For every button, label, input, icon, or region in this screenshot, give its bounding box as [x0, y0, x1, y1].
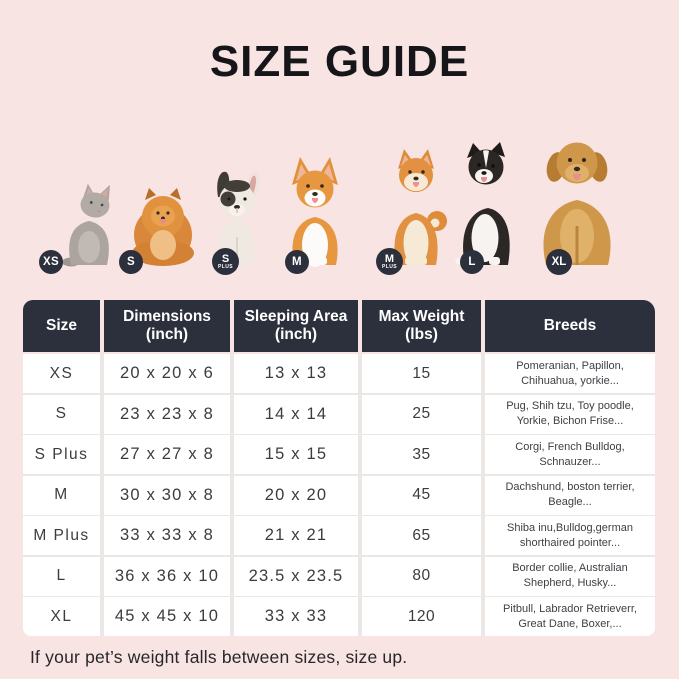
dimensions-cell: 20 x 20 x 6 [104, 354, 230, 393]
size-badge-m: M [285, 250, 309, 274]
dimensions-cell: 45 x 45 x 10 [104, 597, 230, 636]
size-guide-table [23, 300, 655, 636]
size-cell: L [23, 557, 100, 596]
sleeping-area-cell: 13 x 13 [234, 354, 358, 393]
size-cell: S [23, 395, 100, 434]
page-title: SIZE GUIDE [209, 37, 470, 86]
sleeping-area-cell: 21 x 21 [234, 516, 358, 555]
max-weight-cell: 120 [362, 597, 481, 636]
cat-image [62, 179, 116, 267]
size-cell: XS [23, 354, 100, 393]
dimensions-cell: 30 x 30 x 8 [104, 476, 230, 515]
breeds-cell: Border collie, Australian Shepherd, Husky... [485, 557, 655, 596]
table-body [23, 354, 655, 636]
size-badge-l: L [460, 250, 484, 274]
size-cell: M [23, 476, 100, 515]
golden-retriever-image [529, 134, 625, 267]
max-weight-cell: 35 [362, 435, 481, 474]
sizing-note: If your pet’s weight falls between sizes, size up. [30, 647, 408, 667]
breeds-cell: Dachshund, boston terrier, Beagle... [485, 476, 655, 515]
max-weight-cell: 25 [362, 395, 481, 434]
size-badge-s: S [119, 250, 143, 274]
size-badge-xs: XS [39, 250, 63, 274]
breeds-cell: Pomeranian, Papillon, Chihuahua, yorkie... [485, 354, 655, 393]
breeds-cell: Corgi, French Bulldog, Schnauzer... [485, 435, 655, 474]
size-badge-s-plus: S PLUS [212, 248, 239, 275]
sleeping-area-cell: 33 x 33 [234, 597, 358, 636]
size-cell: XL [23, 597, 100, 636]
dimensions-cell: 23 x 23 x 8 [104, 395, 230, 434]
pets-row [0, 128, 679, 270]
table-header-row [23, 300, 655, 352]
breeds-cell: Pitbull, Labrador Retrieverr, Great Dane, Boxer,... [485, 597, 655, 636]
dimensions-cell: 33 x 33 x 8 [104, 516, 230, 555]
sleeping-area-cell: 15 x 15 [234, 435, 358, 474]
sleeping-area-cell: 14 x 14 [234, 395, 358, 434]
max-weight-cell: 65 [362, 516, 481, 555]
dimensions-cell: 36 x 36 x 10 [104, 557, 230, 596]
sleeping-area-cell: 23.5 x 23.5 [234, 557, 358, 596]
breeds-cell: Pug, Shih tzu, Toy poodle, Yorkie, Bichon Frise... [485, 395, 655, 434]
sleeping-area-cell: 20 x 20 [234, 476, 358, 515]
column-header-size: Size [23, 300, 100, 352]
size-badge-xl: XL [546, 249, 572, 275]
column-header-breeds: Breeds [485, 300, 655, 352]
column-header-sleeping-area: Sleeping Area (inch) [234, 300, 358, 352]
column-header-dimensions: Dimensions (inch) [104, 300, 230, 352]
size-badge-m-plus: M PLUS [376, 248, 403, 275]
column-header-max-weight: Max Weight (lbs) [362, 300, 481, 352]
max-weight-cell: 15 [362, 354, 481, 393]
max-weight-cell: 45 [362, 476, 481, 515]
size-cell: S Plus [23, 435, 100, 474]
breeds-cell: Shiba inu,Bulldog,german shorthaired pointer... [485, 516, 655, 555]
dimensions-cell: 27 x 27 x 8 [104, 435, 230, 474]
max-weight-cell: 80 [362, 557, 481, 596]
border-collie-image [451, 142, 523, 267]
size-cell: M Plus [23, 516, 100, 555]
